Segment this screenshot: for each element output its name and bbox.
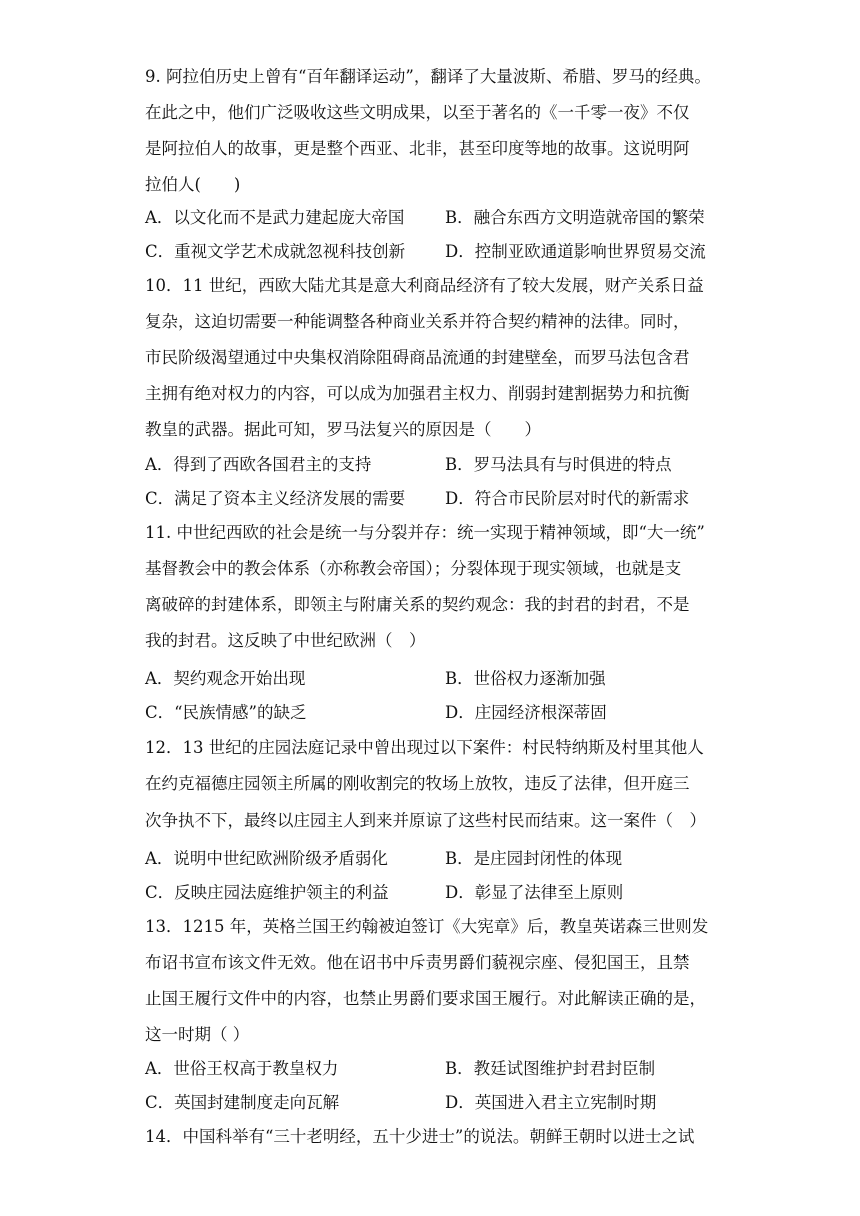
question-11-option-d: D．庄园经济根深蒂固 [445, 703, 607, 722]
question-14-stem-line: 14．中国科举有“三十老明经，五十少进士”的说法。朝鲜王朝时以进士之试 [145, 1127, 695, 1146]
question-9-stem-line: 9. 阿拉伯历史上曾有“百年翻译运动”，翻译了大量波斯、希腊、罗马的经典。 [145, 67, 711, 86]
question-11-option-a: A．契约观念开始出现 [145, 669, 306, 688]
question-13-option-c: C．英国封建制度走向瓦解 [145, 1093, 340, 1112]
question-9-option-d: D．控制亚欧通道影响世界贸易交流 [445, 242, 706, 261]
question-13-option-a: A．世俗王权高于教皇权力 [145, 1059, 339, 1078]
question-9-option-b: B．融合东西方文明造就帝国的繁荣 [445, 208, 705, 227]
question-10-option-d: D．符合市民阶层对时代的新需求 [445, 489, 690, 508]
question-9-option-c: C．重视文学艺术成就忽视科技创新 [145, 242, 406, 261]
question-12-option-b: B．是庄园封闭性的体现 [445, 849, 623, 868]
question-13-stem-line: 这一时期（ ） [145, 1025, 250, 1044]
question-9-stem-line: 拉伯人( ) [145, 175, 241, 194]
question-12-option-d: D．彰显了法律至上原则 [445, 883, 624, 902]
question-13-stem-line: 止国王履行文件中的内容，也禁止男爵们要求国王履行。对此解读正确的是， [145, 989, 706, 1008]
question-12-stem-line: 12．13 世纪的庄园法庭记录中曾出现过以下案件：村民特纳斯及村里其他人 [145, 738, 704, 757]
question-11-option-b: B．世俗权力逐渐加强 [445, 669, 606, 688]
question-10-option-a: A．得到了西欧各国君主的支持 [145, 455, 372, 474]
question-13-option-d: D．英国进入君主立宪制时期 [445, 1093, 657, 1112]
question-10-stem-line: 市民阶级渴望通过中央集权消除阻碍商品流通的封建壁垒，而罗马法包含君 [145, 348, 690, 367]
question-11-stem-line: 我的封君。这反映了中世纪欧洲（ ） [145, 631, 426, 650]
question-11-stem-line: 离破碎的封建体系，即领主与附庸关系的契约观念：我的封君的封君，不是 [145, 595, 690, 614]
question-10-stem-line: 主拥有绝对权力的内容，可以成为加强君主权力、削弱封建割据势力和抗衡 [145, 384, 690, 403]
question-12-stem-line: 在约克福德庄园领主所属的刚收割完的牧场上放牧，违反了法律，但开庭三 [145, 774, 690, 793]
question-12-stem-line: 次争执不下，最终以庄园主人到来并原谅了这些村民而结束。这一案件（ ） [145, 811, 706, 830]
question-12-option-c: C．反映庄园法庭维护领主的利益 [145, 883, 389, 902]
question-13-option-b: B．教廷试图维护封君封臣制 [445, 1059, 656, 1078]
question-9-stem-line: 在此之中，他们广泛吸收这些文明成果，以至于著名的《一千零一夜》不仅 [145, 103, 690, 122]
question-9-option-a: A．以文化而不是武力建起庞大帝国 [145, 208, 405, 227]
question-11-option-c: C．“民族情感”的缺乏 [145, 703, 307, 722]
question-13-stem-line: 布诏书宣布该文件无效。他在诏书中斥责男爵们藐视宗座、侵犯国王，且禁 [145, 953, 690, 972]
question-12-option-a: A．说明中世纪欧洲阶级矛盾弱化 [145, 849, 388, 868]
question-10-option-b: B．罗马法具有与时俱进的特点 [445, 455, 672, 474]
question-10-option-c: C．满足了资本主义经济发展的需要 [145, 489, 406, 508]
question-9-stem-line: 是阿拉伯人的故事，更是整个西亚、北非，甚至印度等地的故事。这说明阿 [145, 139, 690, 158]
question-10-stem-line: 复杂，这迫切需要一种能调整各种商业关系并符合契约精神的法律。同时， [145, 312, 690, 331]
question-10-stem-line: 教皇的武器。据此可知，罗马法复兴的原因是（ ） [145, 420, 541, 439]
question-13-stem-line: 13．1215 年，英格兰国王约翰被迫签订《大宪章》后，教皇英诺森三世则发 [145, 917, 709, 936]
question-11-stem-line: 11. 中世纪西欧的社会是统一与分裂并存：统一实现于精神领域，即“大一统” [145, 523, 705, 542]
question-10-stem-line: 10．11 世纪，西欧大陆尤其是意大利商品经济有了较大发展，财产关系日益 [145, 276, 704, 295]
question-11-stem-line: 基督教会中的教会体系（亦称教会帝国）；分裂体现于现实领域，也就是支 [145, 559, 682, 578]
